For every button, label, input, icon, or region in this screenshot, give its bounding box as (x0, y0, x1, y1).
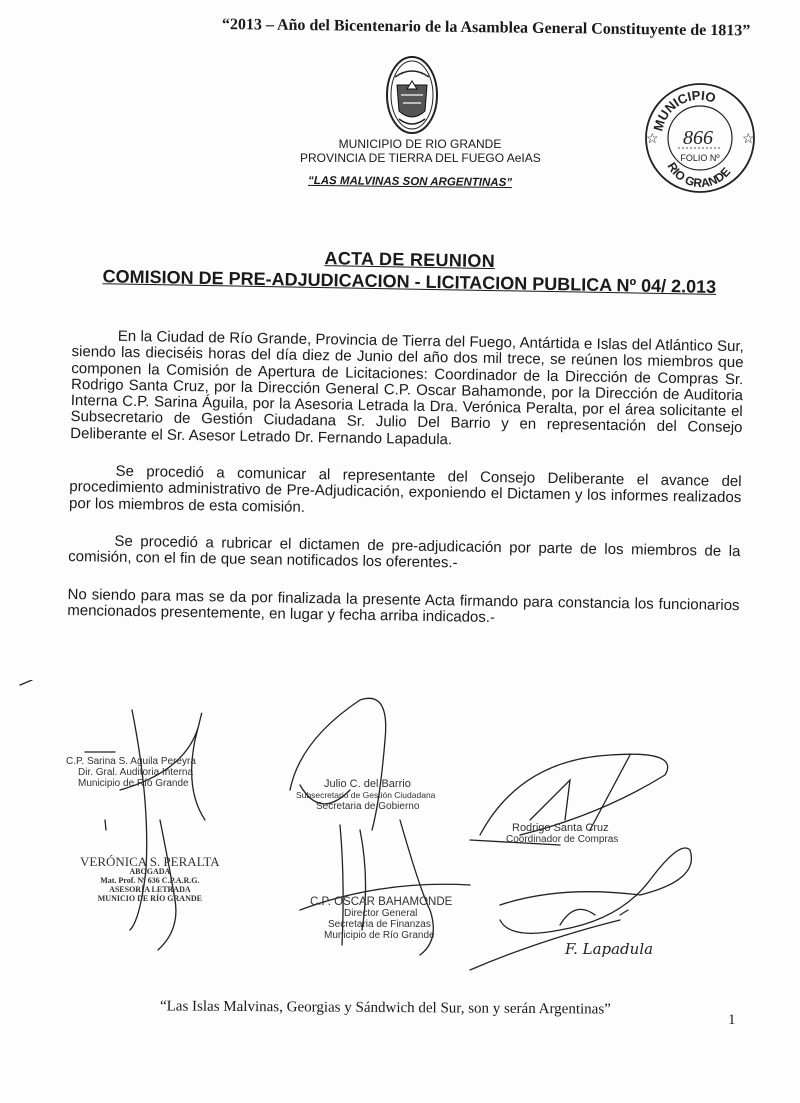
signer-office: Municipio de Río Grande (324, 930, 435, 941)
title-line-2: COMISION DE PRE-ADJUDICACION - LICITACION PUBLICA Nº 04/ 2.013 (102, 266, 717, 297)
stamp-bottom-text: RIO GRANDE (664, 159, 734, 191)
document-body (67, 328, 744, 651)
province-name: PROVINCIA DE TIERRA DEL FUEGO AeIAS (300, 151, 541, 165)
signature-block-del-barrio (296, 779, 435, 812)
signer-title: Subsecretario de Gestión Ciudadana (296, 790, 436, 800)
signer-name: C.P. Sarina S. Aguila Pereyra (66, 756, 196, 767)
document-title (89, 244, 730, 298)
signer-title: Dir. Gral. Auditoria Interna (78, 767, 194, 778)
signature-block-aguila (66, 756, 196, 789)
signer-title: Director General (344, 908, 418, 919)
lapadula-signature-text: F. Lapadula (565, 940, 654, 958)
footer-motto: “Las Islas Malvinas, Georgias y Sándwich del Sur, son y serán Argentinas” (159, 998, 611, 1018)
municipal-crest-icon (385, 55, 439, 135)
signer-name: C.P. OSCAR BAHAMONDE (310, 896, 453, 908)
signature-block-peralta (80, 856, 220, 903)
signer-name: Julio C. del Barrio (324, 778, 411, 790)
signer-office: MUNICIO DE RÍO GRANDE (97, 894, 202, 903)
signature-block-bahamonde (310, 897, 452, 941)
malvinas-motto: “LAS MALVINAS SON ARGENTINAS” (307, 174, 513, 190)
star-icon: ☆ (646, 130, 659, 146)
signer-title: Coordinador de Compras (506, 834, 619, 845)
municipality-header (300, 137, 540, 165)
body-paragraph: En la Ciudad de Río Grande, Provincia de Tierra del Fuego, Antártida e Islas del Atlántico Sur, siendo las dieciséis horas del día diez de Junio del año dos mil trece, se reúnen los miembros que componen la Comisión de Apertura de Licitaciones: Coordinador de la Dirección de Compras Sr. Rodrigo Santa Cruz, por la Dirección General C.P. Oscar Bahamonde, por la Dirección de Auditoria Interna C.P. Sarina Águila, por la Asesoria Letrada la Dra. Verónica Peralta, por el área solicitante el Subsecretario de Gestión Ciudadana Sr. Julio Del Barrio y en representación del Consejo Deliberante el Sr. Asesor Letrado Dr. Fernando Lapadula. (70, 327, 744, 449)
signer-profession: ABOGADA (129, 867, 171, 876)
signer-registration: Mat. Prof. Nº 636 C.P.A.R.G. (100, 876, 200, 885)
signer-department: Secretaria de Finanzas (328, 919, 431, 930)
folio-stamp (640, 78, 758, 196)
body-paragraph: No siendo para mas se da por finalizada la presente Acta firmando para constancia los funcionarios mencionados presentemente, en lugar y fecha arriba indicados.- (67, 585, 740, 626)
title-line-1: ACTA DE REUNION (324, 248, 496, 272)
page-number: 1 (728, 1012, 736, 1028)
star-icon: ☆ (742, 130, 755, 146)
signer-office: Secretaria de Gobierno (316, 801, 420, 812)
signer-title: ASESORÍA LETRADA (109, 885, 191, 894)
signer-name: VERÓNICA S. PERALTA (80, 854, 220, 869)
folio-label: FOLIO Nº (680, 153, 720, 163)
signer-name: Rodrigo Santa Cruz (512, 822, 609, 834)
header-motto: “2013 – Año del Bicentenario de la Asamblea General Constituyente de 1813” (221, 16, 751, 40)
signer-office: Municipio de Río Grande (78, 778, 189, 789)
body-paragraph: Se procedió a comunicar al representante del Consejo Deliberante el avance del procedimiento administrativo de Pre-Adjudicación, exponiendo el Dictamen y los informes realizados por los miembros de esta comisión. (68, 462, 742, 516)
folio-number: 866 (683, 127, 713, 149)
signature-block-santa-cruz (506, 823, 618, 845)
municipality-name: MUNICIPIO DE RIO GRANDE (338, 137, 502, 151)
stamp-top-text: MUNICIPIO (650, 87, 718, 133)
body-paragraph: Se procedió a rubricar el dictamen de pre-adjudicación por parte de los miembros de la comisión, con el fin de que sean notificados los oferentes.- (68, 532, 741, 572)
